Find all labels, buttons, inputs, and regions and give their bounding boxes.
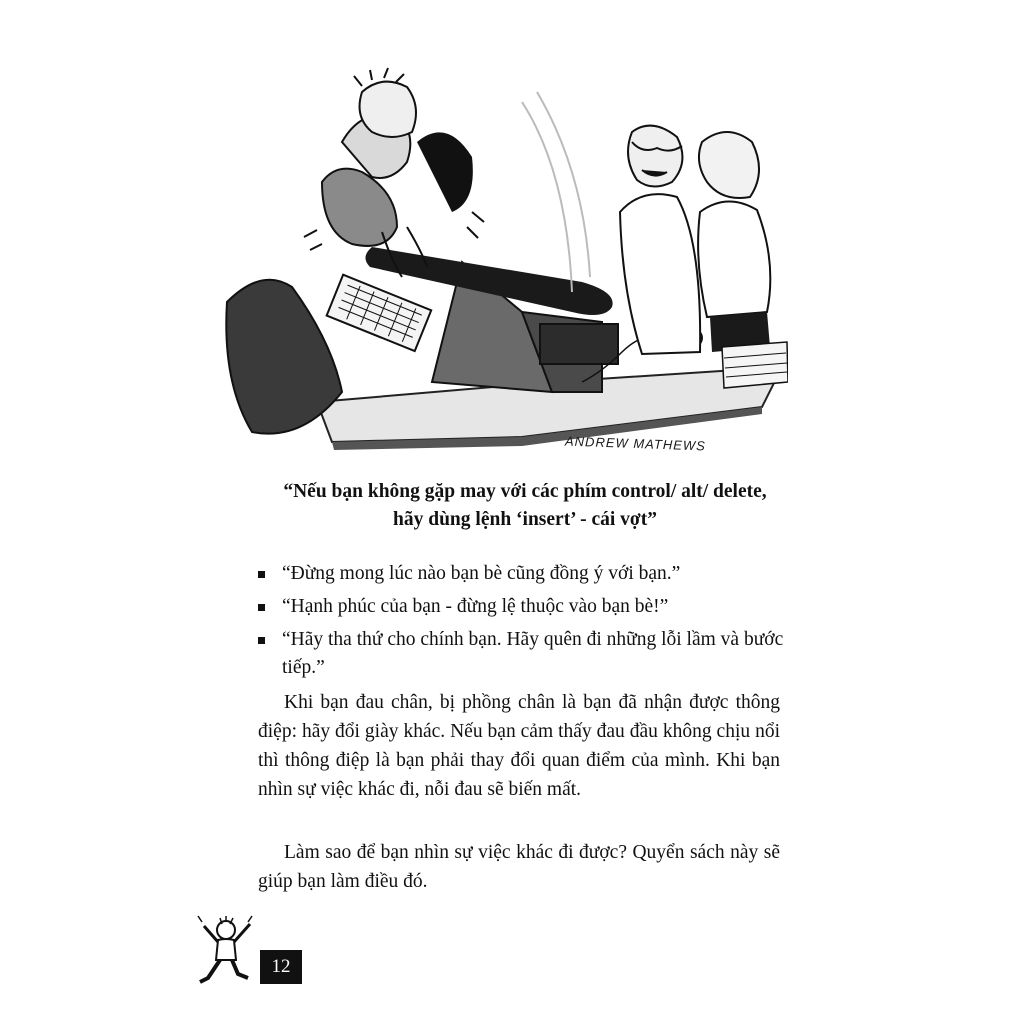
cartoon-illustration (222, 62, 788, 462)
bullet-square-icon (258, 604, 265, 611)
bullet-square-icon (258, 637, 265, 644)
page-number: 12 (260, 950, 302, 984)
artist-signature: ANDREW MATHEWS (564, 433, 707, 454)
body-paragraph: Khi bạn đau chân, bị phồng chân là bạn đã nhận được thông điệp: hãy đổi giày khác. Nếu bạn cảm thấy đau đầu không chịu nổi thì thông điệp là bạn phải thay đổi quan điểm của mình. Khi bạn nhìn sự việc khác đi, nỗi đau sẽ biến mất. (258, 692, 780, 800)
caption-line-1: “Nếu bạn không gặp may với các phím control/ alt/ delete, (283, 481, 767, 502)
list-item: “Hãy tha thứ cho chính bạn. Hãy quên đi những lỗi lầm và bước tiếp.” (256, 626, 796, 682)
body-paragraph: Làm sao để bạn nhìn sự việc khác đi được? Quyển sách này sẽ giúp bạn làm điều đó. (258, 842, 780, 892)
list-item: “Đừng mong lúc nào bạn bè cũng đồng ý với bạn.” (256, 560, 796, 588)
list-item: “Hạnh phúc của bạn - đừng lệ thuộc vào bạn bè!” (256, 593, 796, 621)
caption-line-2: hãy dùng lệnh ‘insert’ - cái vợt” (393, 509, 657, 530)
quote-list (256, 560, 796, 687)
bullet-square-icon (258, 571, 265, 578)
illustration-caption (240, 478, 810, 534)
jumping-mascot-icon (192, 908, 260, 992)
